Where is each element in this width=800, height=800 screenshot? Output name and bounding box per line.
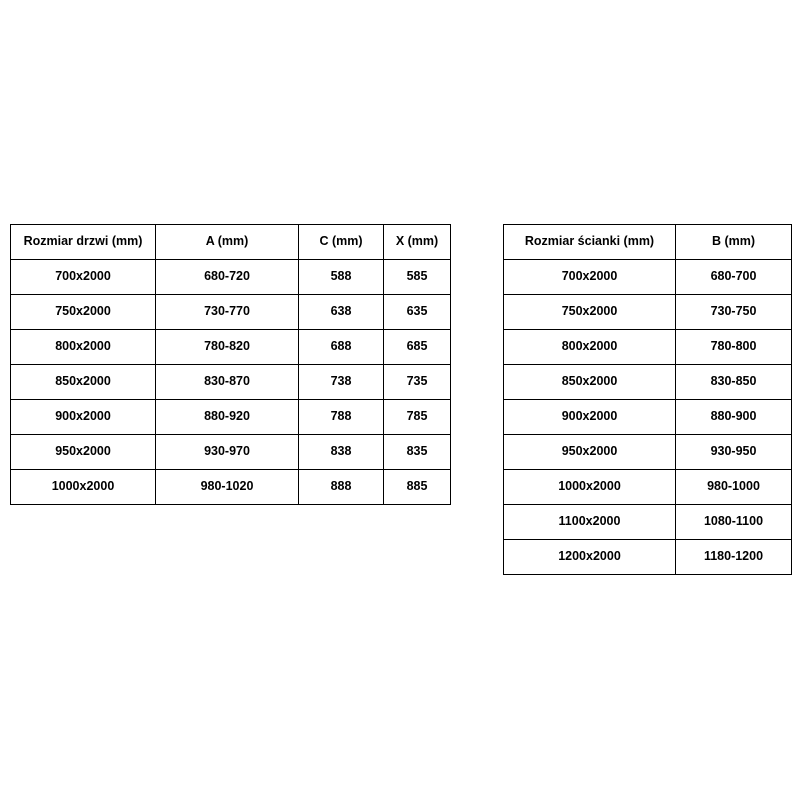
cell-b: 780-800: [676, 330, 792, 365]
cell-wall-size: 1100x2000: [504, 505, 676, 540]
cell-wall-size: 750x2000: [504, 295, 676, 330]
table-row: [504, 540, 792, 575]
cell-b: 680-700: [676, 260, 792, 295]
cell-wall-size: 700x2000: [504, 260, 676, 295]
table-row: [504, 365, 792, 400]
table-row: [11, 365, 451, 400]
table-header-row: [504, 225, 792, 260]
cell-x: 685: [384, 330, 451, 365]
cell-b: 730-750: [676, 295, 792, 330]
table-row: [11, 435, 451, 470]
cell-wall-size: 850x2000: [504, 365, 676, 400]
cell-wall-size: 900x2000: [504, 400, 676, 435]
cell-door-size: 900x2000: [11, 400, 156, 435]
column-header-b: B (mm): [676, 225, 792, 260]
cell-c: 588: [299, 260, 384, 295]
table-header-row: [11, 225, 451, 260]
cell-c: 838: [299, 435, 384, 470]
table-row: [504, 295, 792, 330]
cell-b: 830-850: [676, 365, 792, 400]
cell-door-size: 750x2000: [11, 295, 156, 330]
cell-door-size: 1000x2000: [11, 470, 156, 505]
cell-x: 835: [384, 435, 451, 470]
cell-a: 680-720: [156, 260, 299, 295]
wall-size-table-container: [503, 224, 792, 575]
cell-x: 885: [384, 470, 451, 505]
cell-wall-size: 950x2000: [504, 435, 676, 470]
cell-c: 688: [299, 330, 384, 365]
table-row: [11, 470, 451, 505]
table-row: [504, 260, 792, 295]
doors-size-table: [10, 224, 451, 505]
cell-b: 980-1000: [676, 470, 792, 505]
table-row: [504, 400, 792, 435]
cell-a: 730-770: [156, 295, 299, 330]
doors-size-table-container: [10, 224, 451, 505]
cell-wall-size: 800x2000: [504, 330, 676, 365]
cell-door-size: 850x2000: [11, 365, 156, 400]
cell-c: 788: [299, 400, 384, 435]
table-row: [504, 330, 792, 365]
cell-b: 1180-1200: [676, 540, 792, 575]
cell-x: 785: [384, 400, 451, 435]
column-header-a: A (mm): [156, 225, 299, 260]
cell-b: 880-900: [676, 400, 792, 435]
cell-door-size: 950x2000: [11, 435, 156, 470]
cell-x: 635: [384, 295, 451, 330]
wall-size-table: [503, 224, 792, 575]
cell-x: 735: [384, 365, 451, 400]
cell-x: 585: [384, 260, 451, 295]
cell-a: 930-970: [156, 435, 299, 470]
table-row: [11, 400, 451, 435]
table-row: [11, 260, 451, 295]
column-header-wall-size: Rozmiar ścianki (mm): [504, 225, 676, 260]
cell-door-size: 800x2000: [11, 330, 156, 365]
cell-a: 980-1020: [156, 470, 299, 505]
cell-a: 880-920: [156, 400, 299, 435]
cell-a: 830-870: [156, 365, 299, 400]
cell-wall-size: 1000x2000: [504, 470, 676, 505]
cell-b: 930-950: [676, 435, 792, 470]
cell-b: 1080-1100: [676, 505, 792, 540]
table-row: [504, 470, 792, 505]
column-header-c: C (mm): [299, 225, 384, 260]
cell-door-size: 700x2000: [11, 260, 156, 295]
cell-a: 780-820: [156, 330, 299, 365]
cell-c: 738: [299, 365, 384, 400]
cell-c: 638: [299, 295, 384, 330]
column-header-door-size: Rozmiar drzwi (mm): [11, 225, 156, 260]
cell-c: 888: [299, 470, 384, 505]
table-row: [11, 295, 451, 330]
table-row: [504, 435, 792, 470]
cell-wall-size: 1200x2000: [504, 540, 676, 575]
table-row: [504, 505, 792, 540]
column-header-x: X (mm): [384, 225, 451, 260]
table-row: [11, 330, 451, 365]
